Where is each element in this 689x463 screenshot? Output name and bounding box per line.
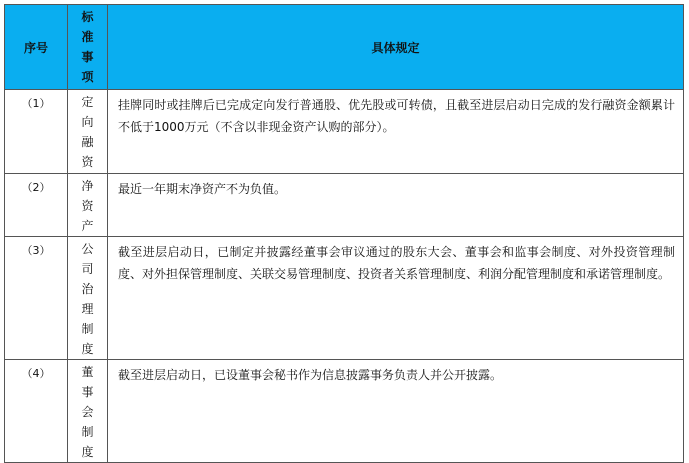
row-rule: 最近一年期末净资产不为负值。 (108, 174, 684, 237)
header-item-char: 准 (81, 30, 94, 44)
row-rule: 截至进层启动日，已设董事会秘书作为信息披露事务负责人并公开披露。 (108, 360, 684, 463)
row-item (68, 237, 108, 360)
row-item-char: 董 (81, 365, 94, 379)
row-no: （1） (5, 90, 68, 174)
row-item (68, 174, 108, 237)
row-item-char: 理 (81, 302, 94, 316)
row-no: （2） (5, 174, 68, 237)
row-item-char: 度 (81, 342, 94, 356)
table-row (5, 360, 684, 463)
row-item-char: 融 (81, 135, 94, 149)
row-item-char: 定 (81, 95, 94, 109)
row-item-char: 制 (81, 322, 94, 336)
header-item (68, 5, 108, 90)
row-item-char: 资 (81, 155, 94, 169)
table-row (5, 237, 684, 360)
row-item-char: 产 (81, 219, 94, 233)
row-item-char: 净 (81, 179, 94, 193)
table-row (5, 90, 684, 174)
header-row (5, 5, 684, 90)
row-item (68, 360, 108, 463)
header-no: 序号 (5, 5, 68, 90)
row-no: （4） (5, 360, 68, 463)
row-item-char: 向 (81, 115, 94, 129)
row-item-char: 制 (81, 425, 94, 439)
row-item-char: 治 (81, 282, 94, 296)
row-item-char: 资 (81, 199, 94, 213)
row-item-char: 事 (81, 385, 94, 399)
row-item-char: 度 (81, 445, 94, 459)
header-rule: 具体规定 (108, 5, 684, 90)
row-item (68, 90, 108, 174)
row-rule: 挂牌同时或挂牌后已完成定向发行普通股、优先股或可转债，且截至进层启动日完成的发行融资金额累计不低于1000万元（不含以非现金资产认购的部分）。 (108, 90, 684, 174)
standards-table (4, 4, 684, 463)
row-no: （3） (5, 237, 68, 360)
row-item-char: 司 (81, 262, 94, 276)
header-item-char: 项 (81, 70, 94, 84)
row-item-char: 会 (81, 405, 94, 419)
row-item-char: 公 (81, 242, 94, 256)
row-rule: 截至进层启动日，已制定并披露经董事会审议通过的股东大会、董事会和监事会制度、对外投资管理制度、对外担保管理制度、关联交易管理制度、投资者关系管理制度、利润分配管理制度和承诺管理制度。 (108, 237, 684, 360)
header-item-char: 事 (81, 50, 94, 64)
table-row (5, 174, 684, 237)
header-item-char: 标 (81, 10, 94, 24)
